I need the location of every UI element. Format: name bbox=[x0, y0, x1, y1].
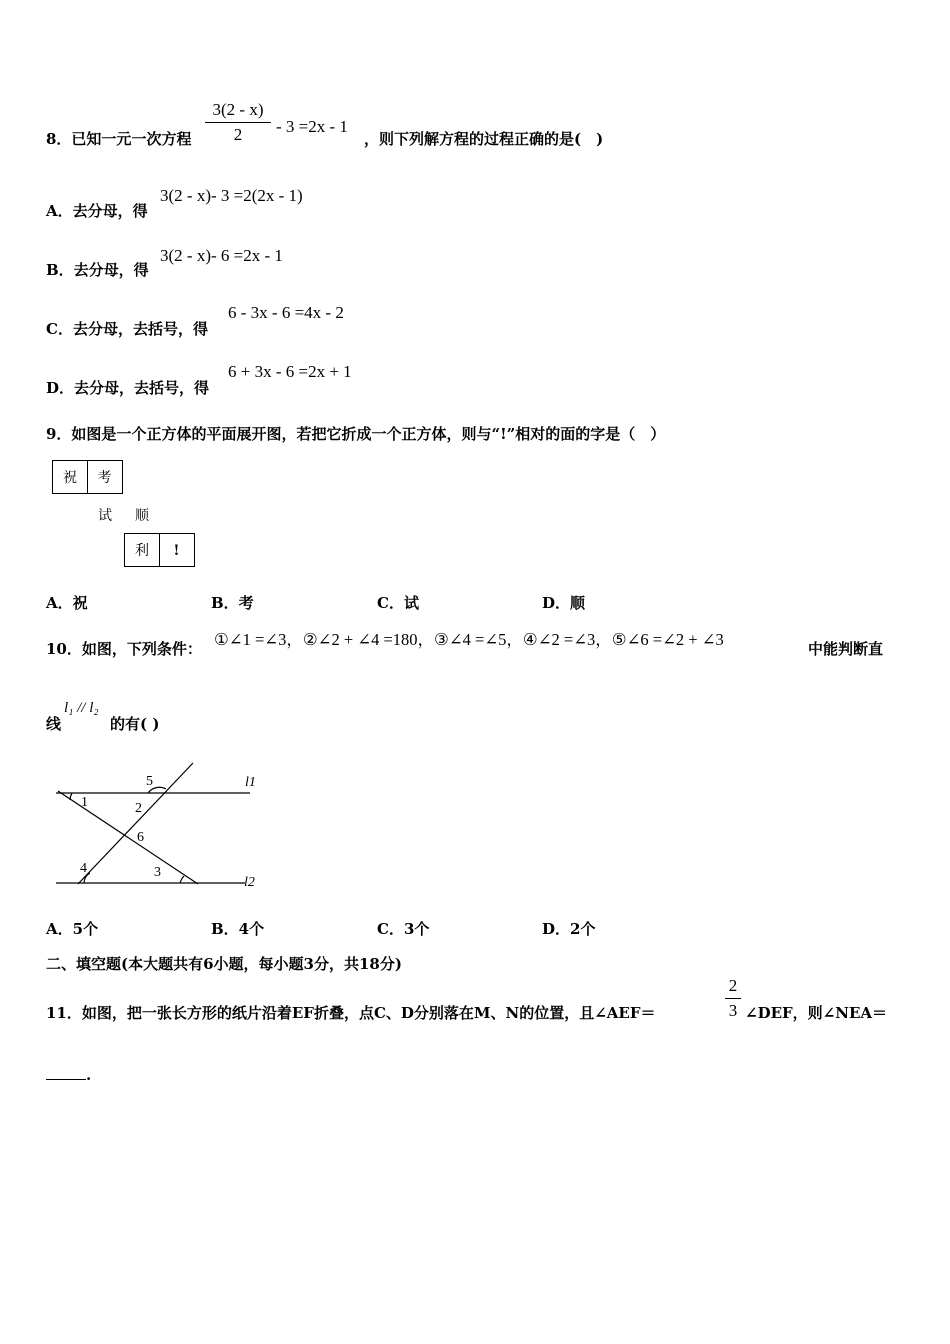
q8-rhs: - 3 =2x - 1 bbox=[276, 117, 348, 136]
fig-label-1: 1 bbox=[81, 795, 88, 810]
q9-stem: 9．如图是一个正方体的平面展开图，若把它折成一个正方体，则与“!”相对的面的字是（ ） bbox=[46, 425, 666, 443]
q9-option-d: D．顺 bbox=[542, 594, 586, 612]
q10-option-a: A．5个 bbox=[46, 920, 99, 938]
q10-line2-prefix: 线 bbox=[46, 715, 62, 733]
q10-option-b: B．4个 bbox=[211, 920, 265, 938]
q8-option-a-label: A．去分母，得 bbox=[46, 202, 148, 220]
q9-option-c: C．试 bbox=[377, 594, 419, 612]
net-cell-excl: ! bbox=[159, 533, 195, 567]
q8-fraction bbox=[205, 100, 271, 145]
section-heading-fill-in: 二、填空题(本大题共有6小题，每小题3分，共18分) bbox=[46, 955, 402, 973]
q11-answer-blank[interactable] bbox=[46, 1066, 91, 1084]
q9-option-b: B．考 bbox=[211, 594, 254, 612]
net-cell-zhu: 祝 bbox=[52, 460, 88, 494]
net-cell-kao: 考 bbox=[87, 460, 123, 494]
q10-stem-prefix: 10．如图，下列条件： bbox=[46, 640, 202, 658]
fig-label-6: 6 bbox=[137, 830, 144, 845]
q8-stem-prefix: 8．已知一元一次方程 bbox=[46, 130, 192, 148]
q8-option-c-label: C．去分母，去括号，得 bbox=[46, 320, 208, 338]
q10-option-d: D．2个 bbox=[542, 920, 596, 938]
q10-stem-suffix: 中能判断直 bbox=[808, 640, 884, 658]
net-cell-shun: 顺 bbox=[135, 508, 149, 524]
fig-label-4: 4 bbox=[80, 861, 87, 876]
arc-angle-3 bbox=[180, 876, 184, 883]
q8-frac-num: 3(2 - x) bbox=[212, 100, 264, 119]
q8-option-b-label: B．去分母，得 bbox=[46, 261, 149, 279]
q8-option-d-label: D．去分母，去括号，得 bbox=[46, 379, 210, 397]
q8-option-c-math: 6 - 3x - 6 =4x - 2 bbox=[228, 303, 344, 322]
q11-frac-den: 3 bbox=[728, 1001, 738, 1020]
q10-option-c: C．3个 bbox=[377, 920, 430, 938]
q11-fraction bbox=[725, 976, 741, 1021]
fig-label-5: 5 bbox=[146, 774, 153, 789]
q11-frac-num: 2 bbox=[728, 976, 738, 995]
transversal-1 bbox=[58, 791, 198, 884]
net-cell-li: 利 bbox=[124, 533, 160, 567]
q8-stem-suffix: ，则下列解方程的过程正确的是( ) bbox=[364, 130, 604, 148]
q8-option-b-math: 3(2 - x)- 6 =2x - 1 bbox=[160, 246, 283, 265]
q10-conditions: ①∠1 =∠3，②∠2 + ∠4 =180，③∠4 =∠5，④∠2 =∠3，⑤∠6 =∠2 + ∠3 bbox=[214, 630, 724, 649]
q8-option-d-math: 6 + 3x - 6 =2x + 1 bbox=[228, 362, 352, 381]
q11-stem-prefix: 11．如图，把一张长方形的纸片沿着EF折叠，点C、D分别落在M、N的位置，且∠AEF＝ bbox=[46, 1004, 656, 1022]
transversal-2 bbox=[78, 763, 193, 884]
fig-label-3: 3 bbox=[154, 865, 161, 880]
net-cell-shi: 试 bbox=[98, 508, 112, 524]
q10-line2-suffix: 的有( ) bbox=[110, 715, 160, 733]
fig-label-l1: l1 bbox=[245, 775, 256, 790]
q8-frac-den: 2 bbox=[233, 125, 243, 144]
q11-stem-suffix: ∠DEF，则∠NEA＝ bbox=[745, 1004, 888, 1022]
fig-label-l2: l2 bbox=[244, 875, 255, 890]
q8-option-a-math: 3(2 - x)- 3 =2(2x - 1) bbox=[160, 186, 303, 205]
q11-tail: . bbox=[86, 1066, 92, 1084]
q9-option-a: A．祝 bbox=[46, 594, 88, 612]
q10-parallel: l₁ // l₂ bbox=[64, 700, 99, 716]
q10-figure bbox=[50, 760, 270, 890]
fig-label-2: 2 bbox=[135, 801, 142, 816]
